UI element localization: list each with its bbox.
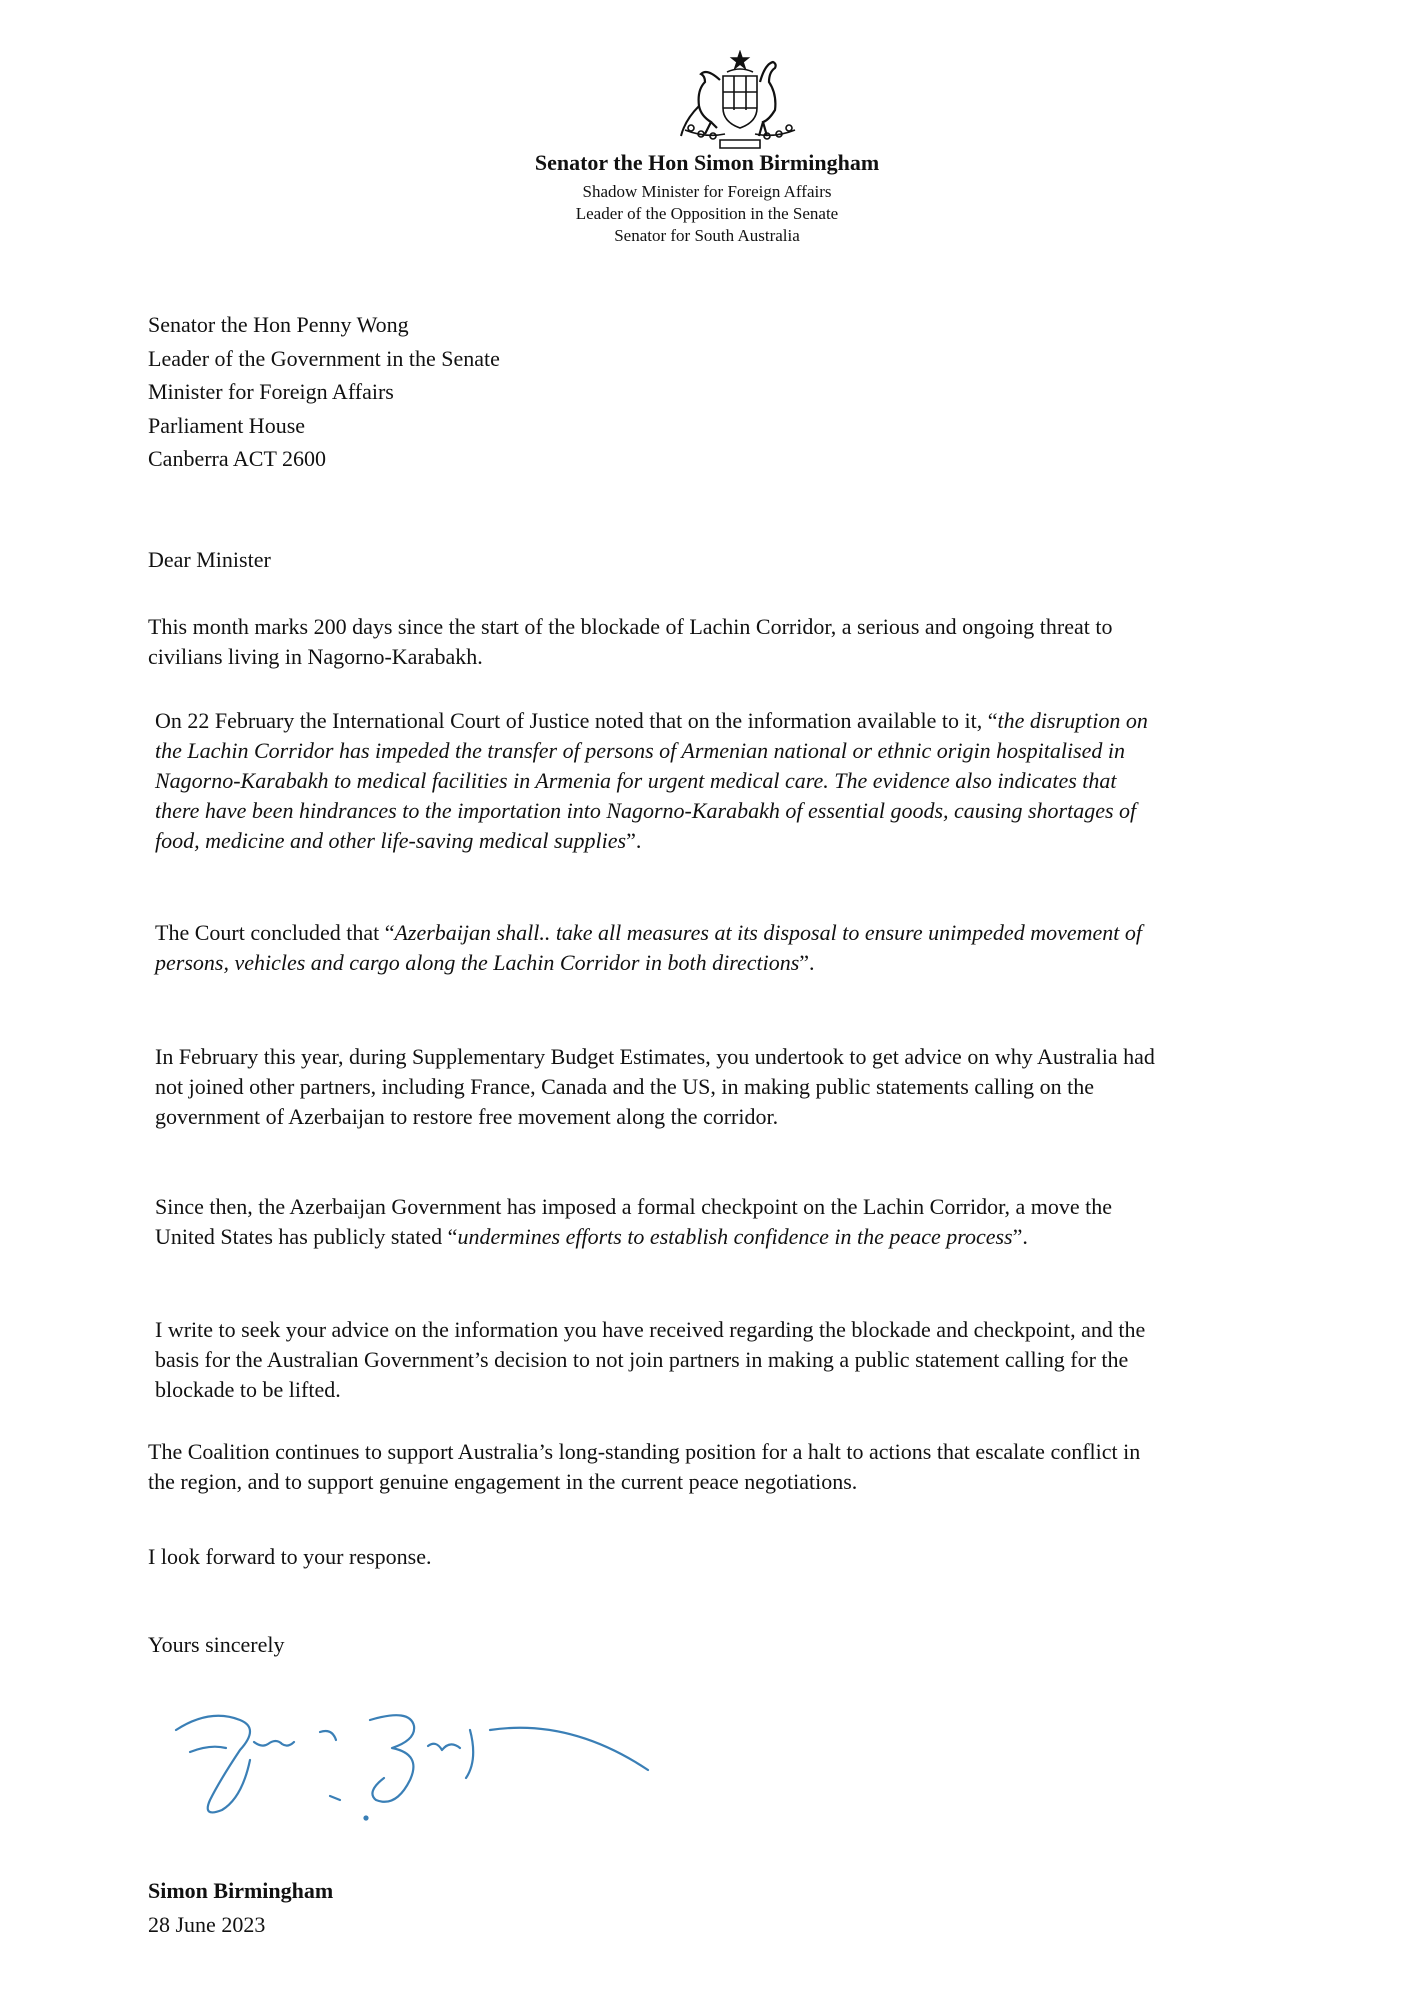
sender-name: Senator the Hon Simon Birmingham — [534, 150, 880, 175]
paragraph-2-quote: the disruption on the Lachin Corridor has impeded the transfer of persons of Armenian national or ethnic origin hospitalised in Nagorno-Karabakh to medical facilities in Armenia for urgent medical care. The evidence also indicates that there have been hindrances to the importation into Nagorno-Karabakh of essential goods, causing shortages of food, medicine and other life-saving medical supplies — [155, 708, 1148, 853]
closing: Yours sincerely — [148, 1632, 285, 1657]
paragraph-6: I write to seek your advice on the information you have received regarding the blockade and checkpoint, and the basis for the Australian Government’s decision to not join partners in making a public statement calling for the blockade to be lifted. — [155, 1317, 1146, 1402]
paragraph-5-quote: undermines efforts to establish confidence in the peace process — [457, 1224, 1013, 1249]
recipient-line: Parliament House — [148, 412, 306, 438]
paragraph-2-lead: On 22 February the International Court of Justice noted that on the information available to it, “ — [155, 708, 998, 733]
paragraph-2 — [155, 706, 1155, 856]
salutation: Dear Minister — [148, 547, 271, 572]
letter-date: 28 June 2023 — [148, 1912, 266, 1937]
paragraph-2-tail: ”. — [626, 828, 642, 853]
sender-role: Leader of the Opposition in the Senate — [575, 204, 839, 223]
signer-name: Simon Birmingham — [148, 1878, 334, 1903]
paragraph-3-tail: ”. — [799, 950, 815, 975]
handwritten-signature-icon — [170, 1700, 650, 1830]
recipient-line: Minister for Foreign Affairs — [148, 379, 394, 404]
recipient-line: Leader of the Government in the Senate — [148, 345, 500, 371]
recipient-line: Senator the Hon Penny Wong — [148, 312, 409, 337]
recipient-address — [148, 308, 500, 476]
paragraph-3-quote: Azerbaijan shall.. take all measures at its disposal to ensure unimpeded movement of persons, vehicles and cargo along the Lachin Corridor in both directions — [155, 920, 1142, 975]
paragraph-4: In February this year, during Supplementary Budget Estimates, you undertook to get advice on why Australia had not joined other partners, including France, Canada and the US, in making public statements calling on the government of Azerbaijan to restore free movement along the corridor. — [155, 1044, 1155, 1129]
sender-roles — [0, 181, 1414, 247]
paragraph-5-lead: Since then, the Azerbaijan Government has imposed a formal checkpoint on the Lachin Corridor, a move the United States has publicly stated “ — [155, 1194, 1113, 1249]
paragraph-8: I look forward to your response. — [148, 1544, 432, 1569]
paragraph-5-tail: ”. — [1012, 1224, 1028, 1249]
paragraph-3 — [155, 918, 1155, 978]
sender-role: Senator for South Australia — [614, 226, 800, 245]
recipient-line: Canberra ACT 2600 — [148, 446, 327, 471]
sender-role: Shadow Minister for Foreign Affairs — [582, 182, 832, 201]
paragraph-5 — [155, 1192, 1155, 1252]
paragraph-1: This month marks 200 days since the start of the blockade of Lachin Corridor, a serious and ongoing threat to civilians living in Nagorno-Karabakh. — [148, 614, 1113, 669]
coat-of-arms-icon — [665, 50, 815, 150]
paragraph-7: The Coalition continues to support Australia’s long-standing position for a halt to actions that escalate conflict in the region, and to support genuine engagement in the current peace negotiations. — [148, 1439, 1141, 1494]
paragraph-3-lead: The Court concluded that “ — [155, 920, 395, 945]
